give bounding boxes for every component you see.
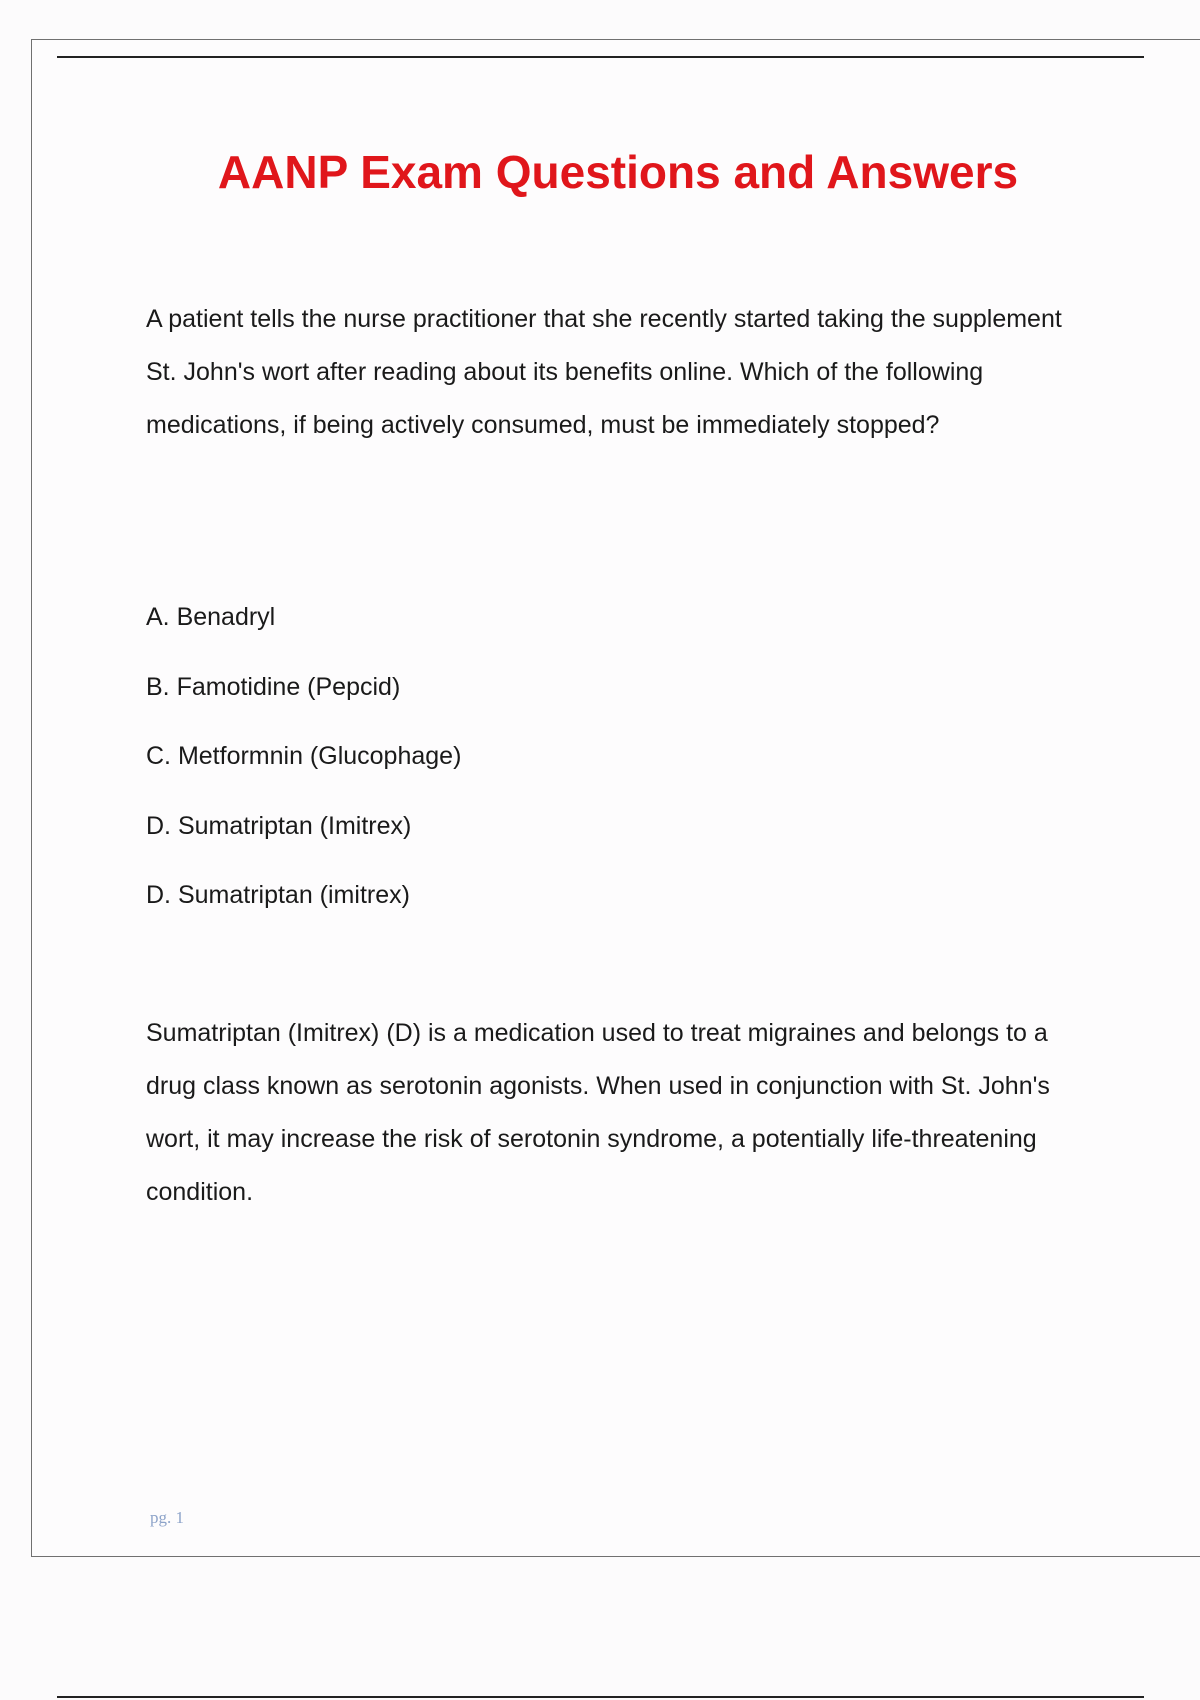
top-rule: [57, 56, 1144, 58]
page-title: AANP Exam Questions and Answers: [217, 146, 1019, 198]
bottom-rule: [57, 1696, 1144, 1698]
option-b: B. Famotidine (Pepcid): [146, 672, 401, 701]
question-text: A patient tells the nurse practitioner that she recently started taking the supplement St. John's wort after reading about its benefits online. Which of the following medications, if being actively consumed, must be immediately stopped?: [146, 305, 1062, 439]
option-d-answer: D. Sumatriptan (imitrex): [146, 881, 410, 909]
answer-explanation: Sumatriptan (Imitrex) (D) is a medication used to treat migraines and belongs to a drug class known as serotonin agonists. When used in conjunction with St. John's wort, it may increase the risk of serotonin syndrome, a potentially life-threatening condition.: [146, 1019, 1050, 1206]
option-a: A. Benadryl: [146, 603, 276, 631]
option-c: C. Metformnin (Glucophage): [146, 742, 462, 770]
page-number: pg. 1: [150, 1508, 184, 1527]
answer-options: [146, 597, 461, 945]
option-d: D. Sumatriptan (Imitrex): [146, 811, 412, 840]
